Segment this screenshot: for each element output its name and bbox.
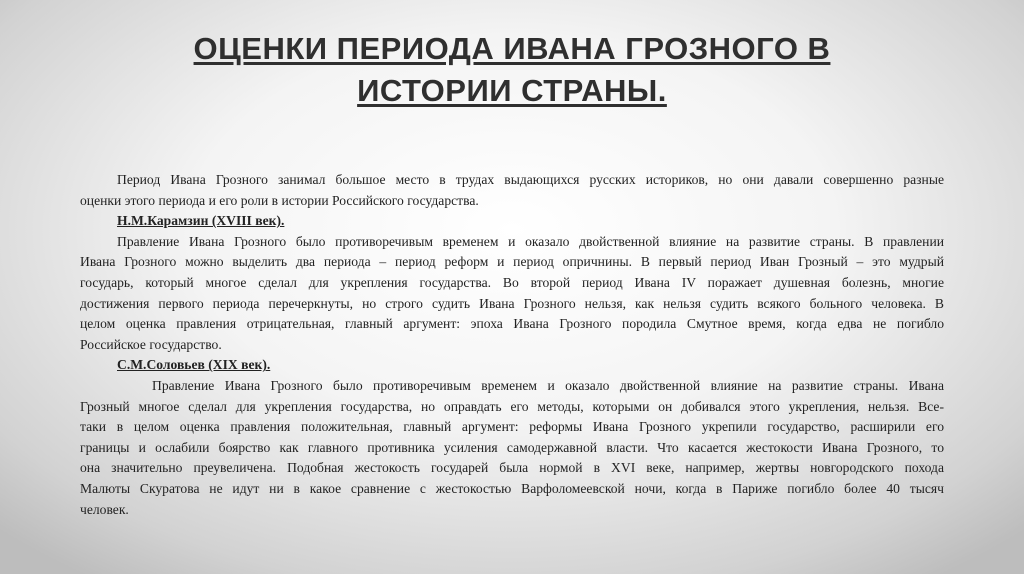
intro-paragraph (80, 170, 944, 211)
soloviev-paragraph (80, 376, 944, 520)
title-line-1: ОЦЕНКИ ПЕРИОДА ИВАНА ГРОЗНОГО В (193, 31, 831, 66)
text-line: целом оценка правления отрицательная, главный аргумент: эпоха Ивана Грозного породила Смутное время, когда едва не погибло (80, 316, 944, 332)
karamzin-heading: Н.М.Карамзин (XVIII век). (117, 213, 285, 229)
text-line: таки в целом оценка правления положительная, главный аргумент: реформы Ивана Грозного укрепили государство, расширили его (80, 419, 944, 435)
text-line: Период Ивана Грозного занимал большое место в трудах выдающихся русских историков, но они давали совершенно разные (117, 172, 944, 187)
slide-title (0, 28, 1024, 112)
text-line: Ивана Грозного можно выделить два периода – период реформ и период опричнины. В первый период Иван Грозный – это мудрый (80, 254, 944, 270)
text-line: человек. (80, 501, 129, 517)
title-line-2: ИСТОРИИ СТРАНЫ. (357, 73, 667, 108)
slide-body (80, 170, 944, 520)
text-line: она значительно преувеличена. Подобная жестокость государей была нормой в XVI веке, например, жертвы новгородского похода (80, 460, 944, 476)
text-line: государь, который многое сделал для укрепления государства. Во второй период Ивана IV поражает душевная болезнь, многие (80, 274, 944, 290)
text-line: Правление Ивана Грозного было противоречивым временем и оказало двойственной влияние на развитие страны. В правлении (117, 233, 944, 249)
text-line: достижения первого периода перечеркнуты, но строго судить Ивана Грозного нельзя, как нельзя судить всякого больного человека. В (80, 295, 944, 311)
text-line: Грозный многое сделал для укрепления государства, но оправдать его методы, которыми он добивался этого укрепления, нельзя. Все- (80, 398, 944, 414)
text-line: Российское государство. (80, 336, 222, 352)
text-line: Правление Ивана Грозного было противоречивым временем и оказало двойственной влияние на развитие страны. Ивана (152, 377, 944, 393)
text-line: Малюты Скуратова не идут ни в какое сравнение с жестокостью Варфоломеевской ночи, когда в Париже погибло более 40 тысяч (80, 480, 944, 496)
soloviev-heading: С.М.Соловьев (XIX век). (117, 357, 271, 373)
karamzin-paragraph (80, 232, 944, 356)
text-line: оценки этого периода и его роли в истории Российского государства. (80, 192, 479, 208)
text-line: границы и ослабили боярство как главного противника усиления самодержавной власти. Что касается жестокости Ивана Грозного, то (80, 439, 944, 455)
